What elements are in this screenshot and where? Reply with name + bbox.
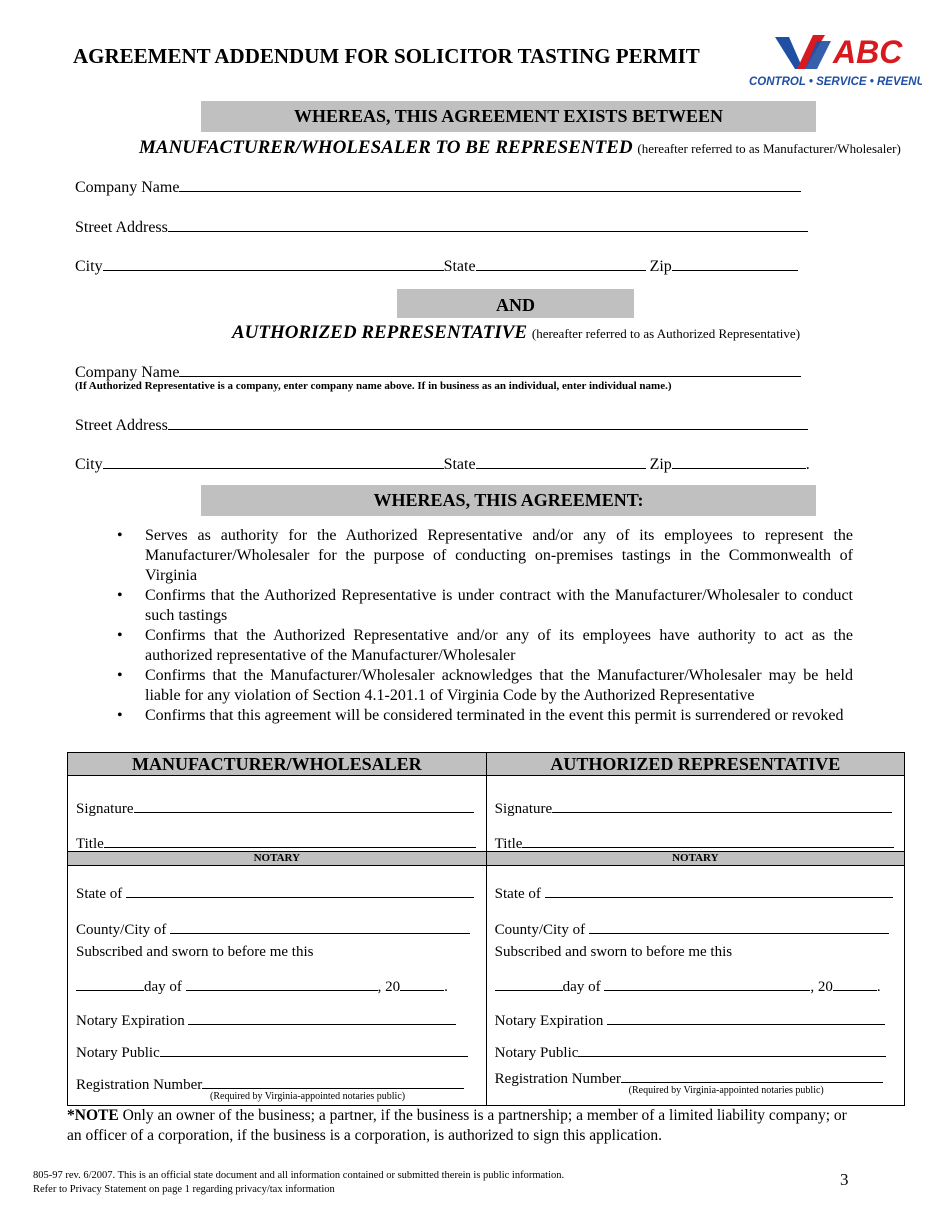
ar-notary-public-field[interactable]: [578, 1042, 886, 1057]
ar-signature-field[interactable]: [552, 798, 892, 813]
ar-day-field[interactable]: [495, 976, 563, 991]
agreement-bullet: • Confirms that the Authorized Representative and/or any of its employees have authority to act as the authorized representative of the Manufacturer/Wholesaler: [67, 626, 853, 666]
signature-table: [67, 752, 905, 1106]
mw-signature-field[interactable]: [134, 798, 474, 813]
manufacturer-heading: [139, 137, 901, 159]
ar-notary-header: NOTARY: [487, 852, 904, 865]
representative-heading-note: (hereafter referred to as Authorized Representative): [531, 326, 801, 341]
ar-year-field[interactable]: [833, 976, 877, 991]
ar-state-label: State: [443, 456, 476, 473]
mw-column-header: MANUFACTURER/WHOLESALER: [68, 753, 486, 775]
ar-city-row: [75, 454, 810, 474]
ar-registration-label: Registration Number: [494, 1071, 621, 1087]
mw-expiration-label: Notary Expiration: [76, 1013, 185, 1029]
mw-state-of-field[interactable]: [126, 883, 474, 898]
mw-year-field[interactable]: [400, 976, 444, 991]
footer-form-info: [33, 1169, 564, 1197]
representative-heading-text: AUTHORIZED REPRESENTATIVE: [232, 322, 528, 343]
document-title: AGREEMENT ADDENDUM FOR SOLICITOR TASTING PERMIT: [73, 44, 700, 68]
mw-title-label: Title: [76, 836, 104, 852]
ar-registration-field[interactable]: [621, 1068, 883, 1083]
mw-year-label: , 20: [377, 979, 401, 995]
ar-notary-public-label: Notary Public: [494, 1045, 579, 1061]
ar-sworn-text: Subscribed and sworn to before me this: [494, 944, 733, 960]
mw-notary-public-label: Notary Public: [76, 1045, 160, 1061]
ar-state-of-label: State of: [494, 886, 541, 902]
mw-title-field[interactable]: [104, 833, 476, 848]
ar-expiration-label: Notary Expiration: [494, 1013, 604, 1029]
ar-month-field[interactable]: [604, 976, 810, 991]
ar-day-label: day of: [562, 979, 601, 995]
ar-zip-field[interactable]: [672, 454, 806, 469]
agreement-bullet: • Confirms that this agreement will be considered terminated in the event this permit is surrendered or revoked: [67, 706, 853, 726]
ar-street-label: Street Address: [75, 417, 168, 434]
section-band-between: WHEREAS, THIS AGREEMENT EXISTS BETWEEN: [201, 101, 816, 132]
mw-company-label: Company Name: [75, 179, 180, 196]
manufacturer-heading-note: (hereafter referred to as Manufacturer/Wholesaler): [637, 141, 901, 156]
logo-tagline: CONTROL • SERVICE • REVENUE: [749, 76, 922, 88]
ar-state-of-field[interactable]: [545, 883, 893, 898]
ar-city-label: City: [75, 456, 103, 473]
mw-zip-field[interactable]: [672, 256, 798, 271]
ar-company-row: [75, 362, 801, 382]
ar-year-label: , 20: [810, 979, 833, 995]
agreement-bullet: • Confirms that the Authorized Representative is under contract with the Manufacturer/Wholesaler to conduct such tastings: [67, 586, 853, 626]
ar-expiration-field[interactable]: [607, 1010, 885, 1025]
ar-company-field[interactable]: [179, 362, 801, 377]
mw-company-field[interactable]: [179, 177, 801, 192]
mw-city-row: [75, 256, 798, 276]
page-number: 3: [840, 1170, 849, 1189]
mw-city-field[interactable]: [103, 256, 444, 271]
mw-zip-label: Zip: [649, 258, 672, 275]
mw-notary-public-field[interactable]: [160, 1042, 468, 1057]
mw-street-row: [75, 217, 808, 237]
mw-registration-note: (Required by Virginia-appointed notaries public): [210, 1091, 406, 1102]
mw-notary-header: NOTARY: [68, 852, 486, 865]
ar-company-label: Company Name: [75, 364, 180, 381]
ar-zip-label: Zip: [649, 456, 672, 473]
signing-note: [67, 1106, 853, 1146]
mw-day-label: day of: [144, 979, 182, 995]
ar-zip-period: .: [805, 456, 810, 473]
abc-logo: [747, 31, 922, 91]
mw-month-field[interactable]: [186, 976, 378, 991]
agreement-bullet: • Confirms that the Manufacturer/Wholesaler acknowledges that the Manufacturer/Wholesaler may be held liable for any violation of Section 4.1-201.1 of Virginia Code by the Authorized Representative: [67, 666, 853, 706]
ar-county-field[interactable]: [589, 919, 889, 934]
mw-street-label: Street Address: [75, 219, 168, 236]
mw-day-field[interactable]: [76, 976, 144, 991]
ar-signature-label: Signature: [494, 801, 553, 817]
ar-year-period: .: [876, 979, 881, 995]
representative-heading: [232, 322, 800, 344]
ar-title-label: Title: [494, 836, 523, 852]
mw-signature-label: Signature: [76, 801, 134, 817]
note-label: *NOTE: [67, 1107, 119, 1124]
ar-title-field[interactable]: [522, 833, 894, 848]
mw-registration-label: Registration Number: [76, 1077, 203, 1093]
mw-county-field[interactable]: [170, 919, 470, 934]
mw-company-row: [75, 177, 801, 197]
mw-city-label: City: [75, 258, 103, 275]
ar-city-field[interactable]: [103, 454, 444, 469]
mw-state-label: State: [443, 258, 476, 275]
ar-street-row: [75, 415, 808, 435]
agreement-bullet: • Serves as authority for the Authorized Representative and/or any of its employees to represent the Manufacturer/Wholesaler for the purpose of conducting on-premises tastings in the Commonwealth of Virginia: [67, 526, 853, 586]
section-band-and: AND: [397, 289, 634, 318]
footer-line-2: Refer to Privacy Statement on page 1 regarding privacy/tax information: [33, 1184, 335, 1195]
mw-expiration-field[interactable]: [188, 1010, 456, 1025]
manufacturer-heading-text: MANUFACTURER/WHOLESALER TO BE REPRESENTED: [139, 137, 633, 158]
mw-street-field[interactable]: [168, 217, 808, 232]
mw-state-field[interactable]: [476, 256, 646, 271]
note-text: Only an owner of the business; a partner, if the business is a partnership; a member of a limited liability company; or an officer of a corporation, if the business is a corporation, is authorized to sign this application.: [67, 1107, 847, 1144]
mw-county-label: County/City of: [76, 922, 167, 938]
mw-year-period: .: [444, 979, 448, 995]
section-band-agreement: WHEREAS, THIS AGREEMENT:: [201, 485, 816, 516]
mw-state-of-label: State of: [76, 886, 123, 902]
abc-logo-icon: [747, 31, 922, 91]
footer-line-1: 805-97 rev. 6/2007. This is an official state document and all information contained or submitted therein is public information.: [33, 1170, 565, 1181]
ar-registration-note: (Required by Virginia-appointed notaries public): [628, 1085, 824, 1096]
agreement-bullet-list: [67, 526, 853, 726]
ar-county-label: County/City of: [494, 922, 586, 938]
mw-registration-field[interactable]: [202, 1074, 464, 1089]
ar-state-field[interactable]: [476, 454, 646, 469]
ar-company-note: (If Authorized Representative is a company, enter company name above. If in business as an individual, enter individual name.): [75, 380, 672, 392]
mw-sworn-text: Subscribed and sworn to before me this: [76, 944, 314, 960]
logo-text: ABC: [833, 34, 903, 70]
ar-street-field[interactable]: [168, 415, 808, 430]
ar-column-header: AUTHORIZED REPRESENTATIVE: [487, 753, 904, 775]
